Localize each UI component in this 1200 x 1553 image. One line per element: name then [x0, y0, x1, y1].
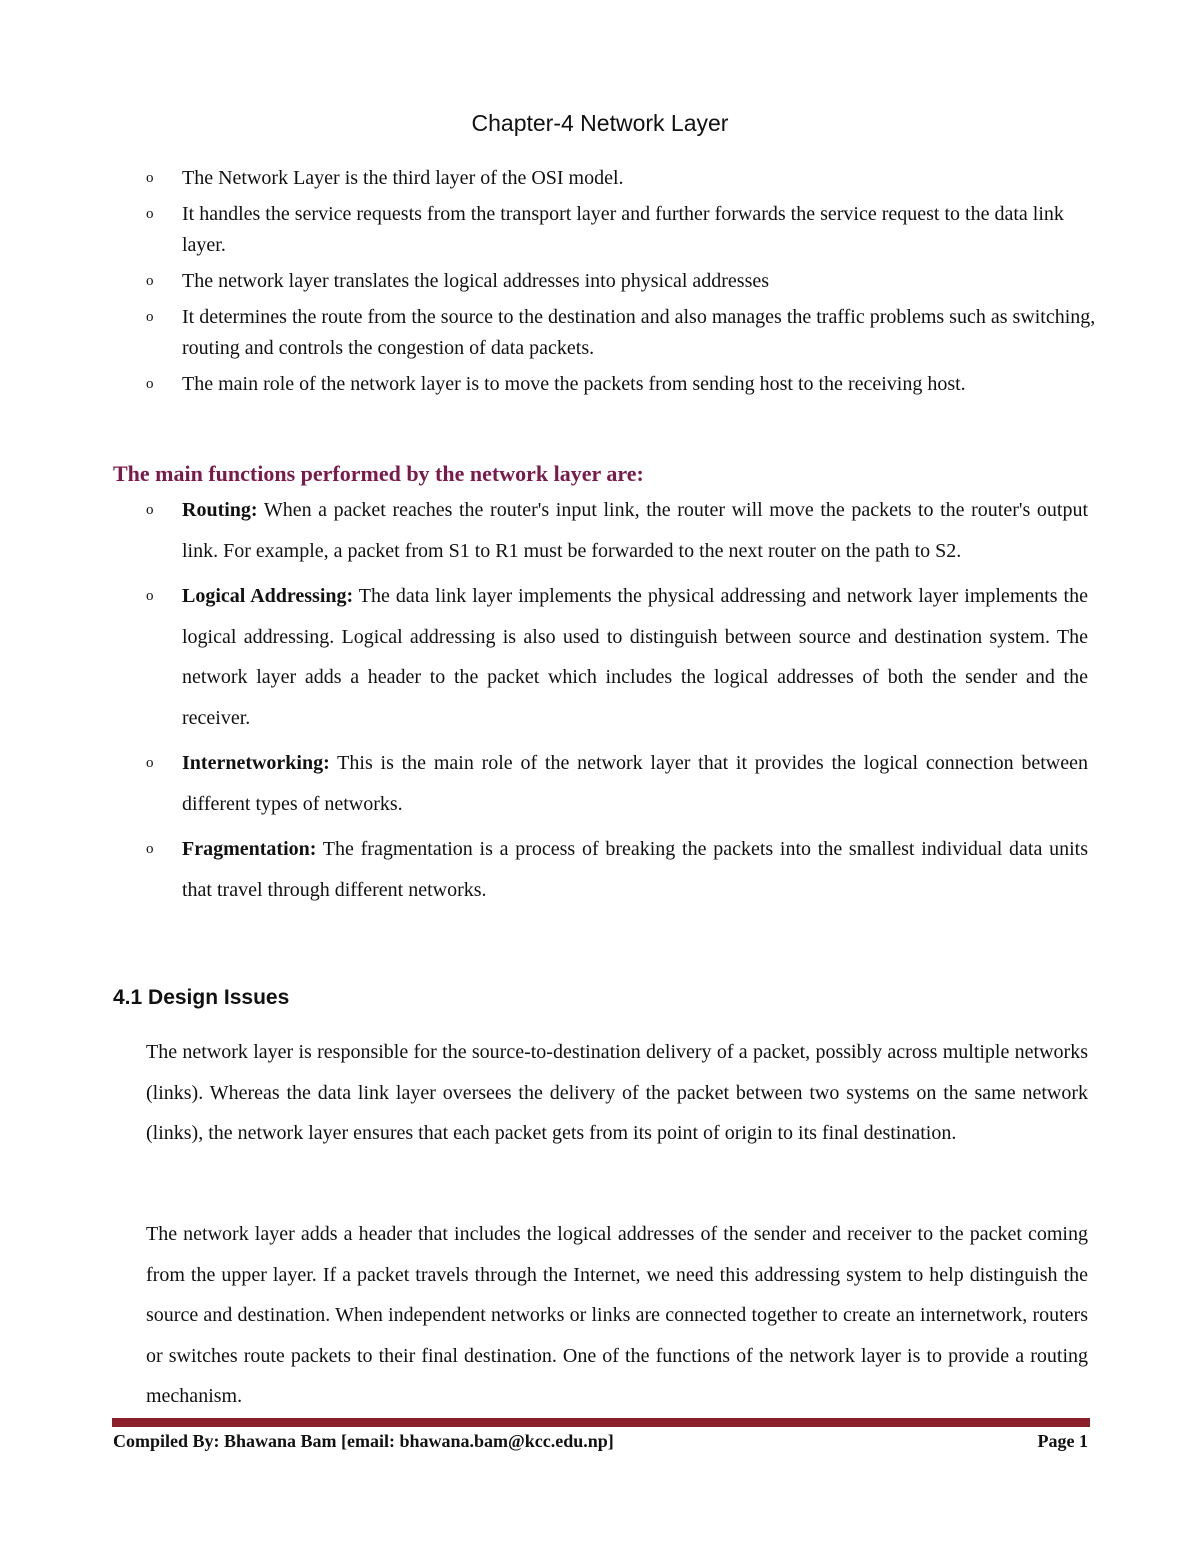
bullet-icon: o [146, 588, 154, 604]
list-item: o The main role of the network layer is to move the packets from sending host to the receiving host. [146, 369, 1096, 400]
function-term: Fragmentation: [182, 838, 317, 860]
bullet-icon: o [146, 273, 154, 289]
function-text: The fragmentation is a process of breaking the packets into the smallest individual data units that travel through different networks. [182, 838, 1088, 901]
footer-rule [112, 1418, 1090, 1427]
bullet-icon: o [146, 502, 154, 518]
functions-list [146, 490, 1088, 915]
function-text: The data link layer implements the physical addressing and network layer implements the logical addressing. Logical addressing is also used to distinguish between source and destination system. The network layer adds a header to the packet which includes the logical addresses of both the sender and the receiver. [182, 585, 1088, 729]
section-heading: 4.1 Design Issues [113, 986, 290, 1009]
list-item: o The network layer translates the logical addresses into physical addresses [146, 266, 1096, 297]
function-text: This is the main role of the network layer that it provides the logical connection between different types of networks. [182, 752, 1088, 815]
list-item [146, 743, 1088, 824]
list-item [146, 576, 1088, 738]
page-title: Chapter-4 Network Layer [471, 110, 729, 136]
function-term: Routing: [182, 499, 258, 521]
bullet-icon: o [146, 755, 154, 771]
page-footer [113, 1431, 1088, 1452]
list-item: o It determines the route from the source to the destination and also manages the traffic problems such as switching, routing and controls the congestion of data packets. [146, 302, 1096, 364]
list-item: o It handles the service requests from the transport layer and further forwards the service request to the data link layer. [146, 199, 1096, 261]
paragraph-1: The network layer is responsible for the source-to-destination delivery of a packet, possibly across multiple networks (links). Whereas the data link layer oversees the delivery of the packet between two systems on the same network (links), the network layer ensures that each packet gets from its point of origin to its final destination. [146, 1041, 1088, 1144]
list-item [146, 829, 1088, 910]
footer-credit: Compiled By: Bhawana Bam [email: bhawana.bam@kcc.edu.np] [113, 1431, 614, 1451]
function-term: Logical Addressing: [182, 585, 354, 607]
paragraph-2: The network layer adds a header that includes the logical addresses of the sender and receiver to the packet coming from the upper layer. If a packet travels through the Internet, we need this addressing system to help distinguish the source and destination. When independent networks or links are connected together to create an internetwork, routers or switches route packets to their final destination. One of the functions of the network layer is to provide a routing mechanism. [146, 1223, 1088, 1407]
function-text: When a packet reaches the router's input link, the router will move the packets to the router's output link. For example, a packet from S1 to R1 must be forwarded to the next router on the path to S2. [182, 499, 1088, 562]
bullet-icon: o [146, 206, 154, 222]
bullet-icon: o [146, 841, 154, 857]
functions-heading: The main functions performed by the network layer are: [113, 461, 644, 486]
page-number: Page 1 [1037, 1431, 1088, 1451]
bullet-icon: o [146, 376, 154, 392]
list-item [146, 490, 1088, 571]
bullet-icon: o [146, 170, 154, 186]
bullet-icon: o [146, 309, 154, 325]
list-item: o The Network Layer is the third layer of the OSI model. [146, 163, 1096, 194]
intro-list [146, 163, 1096, 405]
function-term: Internetworking: [182, 752, 330, 774]
